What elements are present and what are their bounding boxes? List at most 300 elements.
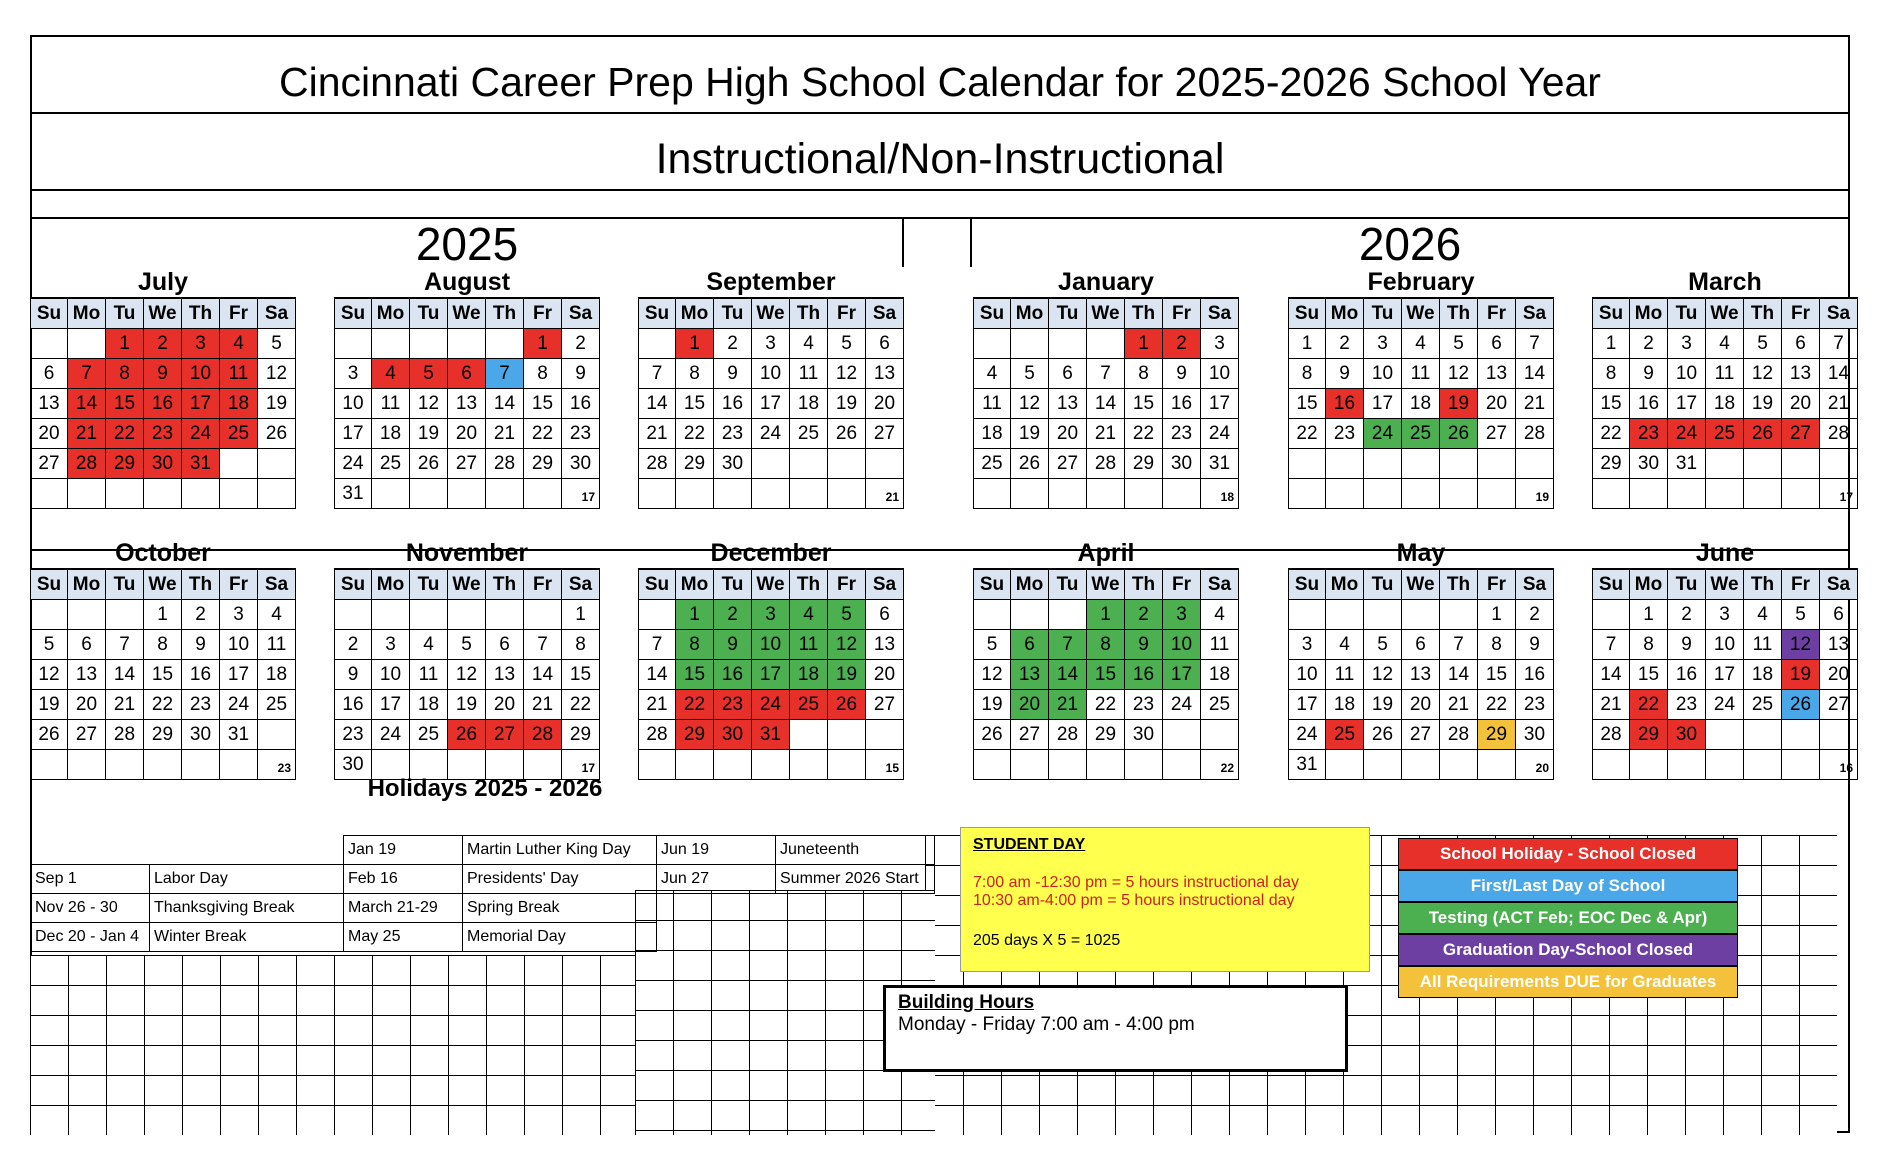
day-cell: 16 [334, 690, 372, 720]
day-cell: 8 [676, 630, 714, 660]
day-cell: 8 [1288, 359, 1326, 389]
day-header: Su [1288, 570, 1326, 600]
day-cell: 10 [1668, 359, 1706, 389]
day-cell: 9 [334, 660, 372, 690]
day-cell: 27 [1782, 419, 1820, 449]
day-cell: 12 [1364, 660, 1402, 690]
holiday-date: Feb 16 [344, 865, 463, 894]
day-cell: 10 [372, 660, 410, 690]
day-cell: 29 [524, 449, 562, 479]
day-cell: 22 [676, 690, 714, 720]
empty-cell [1049, 600, 1087, 630]
day-header: We [1706, 570, 1744, 600]
day-cell: 2 [714, 329, 752, 359]
day-cell: 14 [1049, 660, 1087, 690]
day-cell: 21 [1592, 690, 1630, 720]
day-cell: 22 [144, 690, 182, 720]
holiday-name: Juneteenth [776, 836, 935, 865]
day-cell: 2 [1326, 329, 1364, 359]
empty-cell [1782, 750, 1820, 780]
day-cell: 18 [973, 419, 1011, 449]
empty-cell [752, 479, 790, 509]
day-cell: 11 [220, 359, 258, 389]
day-cell: 11 [1706, 359, 1744, 389]
day-cell: 2 [1163, 329, 1201, 359]
day-cell: 8 [1478, 630, 1516, 660]
day-cell: 10 [220, 630, 258, 660]
day-cell: 3 [1201, 329, 1239, 359]
holiday-row [31, 836, 935, 865]
day-header: Tu [1668, 570, 1706, 600]
day-cell: 15 [676, 660, 714, 690]
day-cell: 11 [790, 359, 828, 389]
day-cell: 1 [676, 600, 714, 630]
day-cell: 3 [1668, 329, 1706, 359]
day-header: Th [1440, 570, 1478, 600]
empty-cell [1820, 720, 1858, 750]
empty-cell [1326, 750, 1364, 780]
day-cell: 19 [1782, 660, 1820, 690]
day-cell: 21 [1049, 690, 1087, 720]
day-cell: 7 [68, 359, 106, 389]
month-july [30, 268, 296, 509]
day-cell: 2 [1668, 600, 1706, 630]
day-cell: 2 [562, 329, 600, 359]
empty-cell [30, 750, 68, 780]
day-cell: 21 [486, 419, 524, 449]
day-cell: 3 [372, 630, 410, 660]
empty-cell [1087, 750, 1125, 780]
day-cell: 5 [30, 630, 68, 660]
empty-cell [638, 750, 676, 780]
empty-cell [524, 479, 562, 509]
day-cell: 2 [1125, 600, 1163, 630]
month-name: October [30, 539, 296, 570]
day-cell: 16 [714, 389, 752, 419]
empty-cell [1011, 329, 1049, 359]
empty-cell [828, 720, 866, 750]
day-cell: 25 [1201, 690, 1239, 720]
day-cell: 11 [790, 630, 828, 660]
day-cell: 31 [1201, 449, 1239, 479]
day-header: Sa [562, 570, 600, 600]
empty-cell [1163, 750, 1201, 780]
legend-item: All Requirements DUE for Graduates [1398, 966, 1738, 998]
empty-cell [1402, 479, 1440, 509]
month-december [638, 539, 904, 780]
empty-cell [973, 479, 1011, 509]
holiday-date [31, 836, 150, 865]
day-cell: 9 [144, 359, 182, 389]
day-cell: 22 [1288, 419, 1326, 449]
instructional-day-count: 17 [1820, 479, 1858, 509]
day-cell: 7 [638, 359, 676, 389]
day-cell: 20 [1820, 660, 1858, 690]
day-cell: 4 [258, 600, 296, 630]
day-cell: 19 [410, 419, 448, 449]
empty-cell [68, 750, 106, 780]
empty-cell [448, 600, 486, 630]
day-cell: 3 [1288, 630, 1326, 660]
holiday-date: Jun 27 [657, 865, 776, 894]
day-header: Mo [1011, 299, 1049, 329]
empty-cell [220, 750, 258, 780]
divider [902, 217, 904, 267]
day-cell: 5 [410, 359, 448, 389]
day-cell: 14 [1440, 660, 1478, 690]
day-cell: 23 [1668, 690, 1706, 720]
day-cell: 4 [790, 329, 828, 359]
legend-item: Graduation Day-School Closed [1398, 934, 1738, 966]
day-cell: 20 [1402, 690, 1440, 720]
day-cell: 27 [486, 720, 524, 750]
empty-cell [1201, 720, 1239, 750]
day-cell: 8 [106, 359, 144, 389]
day-cell: 14 [106, 660, 144, 690]
day-header: Sa [1516, 299, 1554, 329]
month-name: May [1288, 539, 1554, 570]
day-cell: 26 [30, 720, 68, 750]
day-cell: 4 [790, 600, 828, 630]
day-cell: 1 [144, 600, 182, 630]
day-cell: 18 [372, 419, 410, 449]
day-cell: 5 [1011, 359, 1049, 389]
day-cell: 30 [182, 720, 220, 750]
day-cell: 6 [1820, 600, 1858, 630]
day-cell: 30 [1516, 720, 1554, 750]
day-cell: 6 [1782, 329, 1820, 359]
empty-cell [258, 479, 296, 509]
day-header: Th [486, 299, 524, 329]
empty-cell [68, 479, 106, 509]
day-cell: 7 [1516, 329, 1554, 359]
day-cell: 9 [182, 630, 220, 660]
day-cell: 25 [1744, 690, 1782, 720]
day-cell: 26 [448, 720, 486, 750]
empty-cell [1440, 449, 1478, 479]
day-cell: 17 [1163, 660, 1201, 690]
day-cell: 7 [486, 359, 524, 389]
day-cell: 5 [828, 329, 866, 359]
day-header: We [448, 299, 486, 329]
day-cell: 27 [1820, 690, 1858, 720]
instructional-day-count: 17 [562, 750, 600, 780]
day-header: Tu [410, 570, 448, 600]
day-cell: 17 [220, 660, 258, 690]
day-header: Tu [1049, 299, 1087, 329]
day-cell: 24 [372, 720, 410, 750]
holiday-name: Presidents' Day [463, 865, 657, 894]
student-day-heading: STUDENT DAY [973, 836, 1086, 853]
day-header: Tu [1668, 299, 1706, 329]
empty-cell [182, 750, 220, 780]
empty-cell [790, 750, 828, 780]
empty-cell [1706, 720, 1744, 750]
empty-cell [334, 329, 372, 359]
day-cell: 7 [1049, 630, 1087, 660]
day-cell: 5 [258, 329, 296, 359]
page-title: Cincinnati Career Prep High School Calendar for 2025-2026 School Year [279, 59, 1601, 105]
day-cell: 13 [1049, 389, 1087, 419]
student-day-line: 7:00 am -12:30 pm = 5 hours instructional day [973, 874, 1299, 891]
month-name: February [1288, 268, 1554, 299]
empty-cell [1592, 600, 1630, 630]
day-cell: 20 [486, 690, 524, 720]
empty-cell [448, 329, 486, 359]
day-cell: 24 [220, 690, 258, 720]
day-cell: 12 [973, 660, 1011, 690]
day-cell: 27 [866, 419, 904, 449]
empty-cell [258, 449, 296, 479]
day-cell: 17 [752, 389, 790, 419]
month-name: August [334, 268, 600, 299]
empty-cell [220, 479, 258, 509]
holiday-name: Memorial Day [463, 923, 657, 952]
day-cell: 21 [1440, 690, 1478, 720]
day-cell: 21 [638, 419, 676, 449]
holiday-name: Thanksgiving Break [150, 894, 344, 923]
day-cell: 24 [1668, 419, 1706, 449]
day-header: Th [1440, 299, 1478, 329]
day-header: Su [334, 299, 372, 329]
day-cell: 13 [1820, 630, 1858, 660]
month-name: December [638, 539, 904, 570]
day-cell: 21 [68, 419, 106, 449]
empty-cell [1782, 449, 1820, 479]
month-september [638, 268, 904, 509]
day-cell: 30 [334, 750, 372, 780]
day-cell: 29 [1125, 449, 1163, 479]
day-cell: 26 [410, 449, 448, 479]
empty-cell [790, 720, 828, 750]
day-cell: 11 [1326, 660, 1364, 690]
day-cell: 16 [714, 660, 752, 690]
day-cell: 17 [1706, 660, 1744, 690]
day-header: Tu [106, 299, 144, 329]
empty-cell [448, 479, 486, 509]
empty-cell [1163, 720, 1201, 750]
day-cell: 30 [714, 449, 752, 479]
day-cell: 27 [866, 690, 904, 720]
day-cell: 8 [1087, 630, 1125, 660]
day-header: Sa [258, 570, 296, 600]
day-cell: 24 [334, 449, 372, 479]
empty-cell [1478, 449, 1516, 479]
day-header: Tu [1364, 299, 1402, 329]
day-cell: 6 [1478, 329, 1516, 359]
day-cell: 19 [258, 389, 296, 419]
day-header: Mo [1326, 570, 1364, 600]
empty-cell [1402, 750, 1440, 780]
empty-cell [1049, 479, 1087, 509]
day-header: Tu [1049, 570, 1087, 600]
day-cell: 10 [1288, 660, 1326, 690]
day-header: Sa [1820, 299, 1858, 329]
day-cell: 17 [1288, 690, 1326, 720]
empty-cell [1288, 449, 1326, 479]
day-cell: 26 [828, 419, 866, 449]
empty-cell [1744, 720, 1782, 750]
day-cell: 2 [182, 600, 220, 630]
day-cell: 25 [220, 419, 258, 449]
day-cell: 15 [1478, 660, 1516, 690]
day-cell: 14 [1820, 359, 1858, 389]
empty-cell [1011, 750, 1049, 780]
empty-cell [410, 479, 448, 509]
divider [32, 189, 1848, 191]
day-cell: 12 [1744, 359, 1782, 389]
day-cell: 13 [486, 660, 524, 690]
day-cell: 10 [1201, 359, 1239, 389]
day-cell: 20 [1049, 419, 1087, 449]
day-cell: 18 [410, 690, 448, 720]
day-header: Su [973, 299, 1011, 329]
day-cell: 4 [372, 359, 410, 389]
day-cell: 6 [68, 630, 106, 660]
holiday-date: May 25 [344, 923, 463, 952]
day-header: Sa [866, 299, 904, 329]
empty-cell [676, 750, 714, 780]
day-header: Th [486, 570, 524, 600]
day-cell: 23 [182, 690, 220, 720]
day-cell: 4 [973, 359, 1011, 389]
day-cell: 23 [714, 690, 752, 720]
day-cell: 29 [1592, 449, 1630, 479]
day-cell: 30 [1668, 720, 1706, 750]
day-cell: 5 [448, 630, 486, 660]
day-cell: 16 [144, 389, 182, 419]
day-cell: 5 [973, 630, 1011, 660]
day-header: We [144, 299, 182, 329]
holiday-name: Labor Day [150, 865, 344, 894]
day-cell: 10 [752, 359, 790, 389]
day-cell: 16 [1668, 660, 1706, 690]
empty-cell [144, 750, 182, 780]
day-cell: 29 [676, 449, 714, 479]
holiday-date: Jun 19 [657, 836, 776, 865]
day-header: Tu [1364, 570, 1402, 600]
day-cell: 11 [1744, 630, 1782, 660]
day-cell: 28 [524, 720, 562, 750]
day-cell: 25 [1326, 720, 1364, 750]
holiday-date: Dec 20 - Jan 4 [31, 923, 150, 952]
empty-cell [220, 449, 258, 479]
day-header: Fr [220, 570, 258, 600]
day-cell: 24 [1201, 419, 1239, 449]
page-subtitle: Instructional/Non-Instructional [655, 135, 1225, 183]
empty-cell [1820, 449, 1858, 479]
empty-cell [1125, 750, 1163, 780]
day-header: Fr [1782, 570, 1820, 600]
day-cell: 31 [752, 720, 790, 750]
empty-cell [1402, 600, 1440, 630]
empty-cell [372, 479, 410, 509]
day-cell: 4 [410, 630, 448, 660]
day-cell: 15 [1087, 660, 1125, 690]
day-cell: 9 [714, 359, 752, 389]
day-cell: 26 [1364, 720, 1402, 750]
day-cell: 19 [1744, 389, 1782, 419]
instructional-day-count: 21 [866, 479, 904, 509]
holiday-row [31, 894, 935, 923]
day-cell: 17 [1201, 389, 1239, 419]
day-cell: 14 [486, 389, 524, 419]
day-cell: 22 [1592, 419, 1630, 449]
empty-cell [638, 600, 676, 630]
day-cell: 31 [182, 449, 220, 479]
day-header: Su [1592, 570, 1630, 600]
day-cell: 23 [334, 720, 372, 750]
day-cell: 5 [1744, 329, 1782, 359]
day-cell: 25 [1706, 419, 1744, 449]
empty-cell [1592, 750, 1630, 780]
day-cell: 24 [1163, 690, 1201, 720]
day-cell: 5 [1440, 329, 1478, 359]
day-cell: 6 [1402, 630, 1440, 660]
day-cell: 25 [790, 419, 828, 449]
day-cell: 12 [828, 630, 866, 660]
empty-cell [1364, 449, 1402, 479]
day-cell: 27 [1049, 449, 1087, 479]
day-cell: 26 [1782, 690, 1820, 720]
day-cell: 3 [1163, 600, 1201, 630]
holiday-name [776, 894, 935, 923]
day-header: Su [30, 299, 68, 329]
day-cell: 2 [334, 630, 372, 660]
day-cell: 28 [1049, 720, 1087, 750]
empty-cell [1364, 479, 1402, 509]
day-header: Su [30, 570, 68, 600]
empty-cell [1478, 479, 1516, 509]
day-cell: 28 [486, 449, 524, 479]
month-name: June [1592, 539, 1858, 570]
month-name: March [1592, 268, 1858, 299]
day-cell: 21 [638, 690, 676, 720]
empty-cell [1288, 600, 1326, 630]
day-cell: 16 [182, 660, 220, 690]
day-header: Tu [714, 570, 752, 600]
month-name: April [973, 539, 1239, 570]
empty-cell [1125, 479, 1163, 509]
day-header: Fr [1782, 299, 1820, 329]
day-cell: 16 [1163, 389, 1201, 419]
day-cell: 19 [828, 660, 866, 690]
day-header: Fr [524, 299, 562, 329]
day-cell: 9 [1326, 359, 1364, 389]
day-cell: 9 [1668, 630, 1706, 660]
month-february [1288, 268, 1554, 509]
day-cell: 1 [1478, 600, 1516, 630]
day-cell: 22 [1087, 690, 1125, 720]
empty-cell [1402, 449, 1440, 479]
day-cell: 25 [410, 720, 448, 750]
day-cell: 2 [144, 329, 182, 359]
day-cell: 6 [30, 359, 68, 389]
day-cell: 31 [334, 479, 372, 509]
day-cell: 24 [1706, 690, 1744, 720]
student-day-box [960, 827, 1370, 972]
day-cell: 30 [1630, 449, 1668, 479]
day-cell: 28 [1087, 449, 1125, 479]
day-cell: 11 [258, 630, 296, 660]
day-cell: 18 [790, 389, 828, 419]
day-cell: 23 [1125, 690, 1163, 720]
day-header: Sa [1201, 299, 1239, 329]
day-cell: 13 [1478, 359, 1516, 389]
day-header: Sa [866, 570, 904, 600]
month-name: November [334, 539, 600, 570]
day-header: Su [334, 570, 372, 600]
